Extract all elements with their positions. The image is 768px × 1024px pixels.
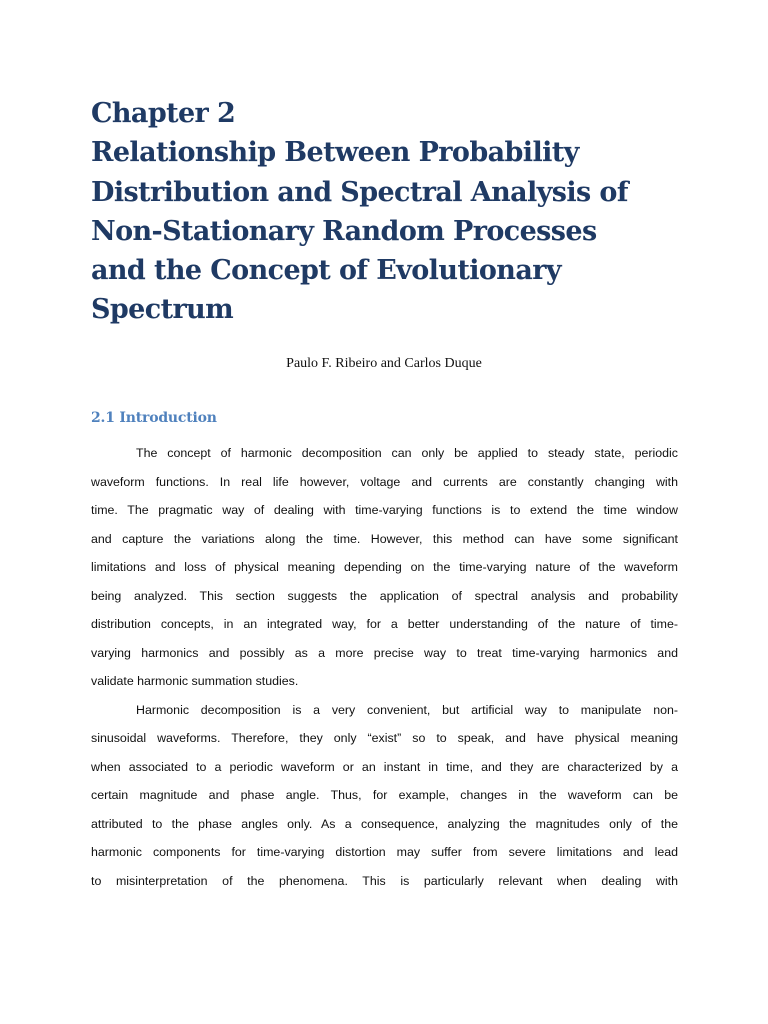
- paragraph: [91, 700, 678, 900]
- paragraph-line: when associated to a periodic waveform or an instant in time, and they are characterized by a: [91, 759, 678, 774]
- paragraph-line: limitations and loss of physical meaning depending on the time-varying nature of the waveform: [91, 560, 678, 574]
- paragraph-line: certain magnitude and phase angle. Thus, for example, changes in the waveform can be: [91, 788, 678, 802]
- paragraph-line: being analyzed. This section suggests the application of spectral analysis and probability: [91, 588, 678, 603]
- chapter-title-line: Chapter 2: [91, 98, 236, 129]
- paragraph-line: sinusoidal waveforms. Therefore, they only “exist” so to speak, and have physical meaning: [91, 731, 678, 745]
- paragraph: [91, 443, 678, 700]
- chapter-title-line: Distribution and Spectral Analysis of: [91, 176, 628, 208]
- paragraph-line: time. The pragmatic way of dealing with time-varying functions is to extend the time window: [91, 503, 678, 517]
- paragraph-line: to misinterpretation of the phenomena. This is particularly relevant when dealing with: [91, 873, 678, 888]
- paragraph-line: The concept of harmonic decomposition can only be applied to steady state, periodic: [136, 446, 678, 460]
- paragraph-line: waveform functions. In real life however, voltage and currents are constantly changing with: [91, 474, 678, 489]
- paragraph-line: distribution concepts, in an integrated way, for a better understanding of the nature of time-: [91, 617, 678, 631]
- paragraph-line: Harmonic decomposition is a very convenient, but artificial way to manipulate non-: [136, 702, 678, 717]
- paragraph-line: varying harmonics and possibly as a more precise way to treat time-varying harmonics and: [91, 645, 678, 660]
- chapter-title-line: and the Concept of Evolutionary: [91, 255, 561, 287]
- chapter-title-line: Relationship Between Probability: [91, 137, 579, 169]
- chapter-title-line: Spectrum: [91, 294, 234, 326]
- paragraph-line: validate harmonic summation studies.: [91, 674, 299, 688]
- authors: Paulo F. Ribeiro and Carlos Duque: [286, 356, 482, 371]
- chapter-title: [91, 94, 711, 330]
- section-heading: 2.1 Introduction: [91, 410, 217, 426]
- paragraph-line: attributed to the phase angles only. As a consequence, analyzing the magnitudes only of the: [91, 816, 678, 831]
- body-text: [91, 443, 678, 899]
- paragraph-line: and capture the variations along the time. However, this method can have some significant: [91, 531, 678, 546]
- chapter-title-line: Non-Stationary Random Processes: [91, 215, 597, 247]
- paragraph-line: harmonic components for time-varying distortion may suffer from severe limitations and lead: [91, 845, 678, 859]
